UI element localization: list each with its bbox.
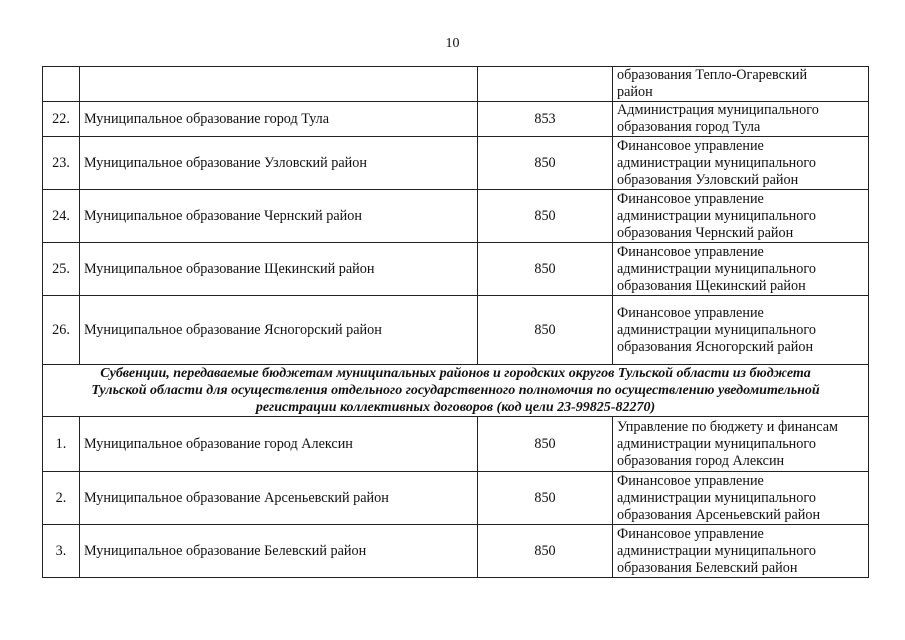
- administrator-org-line: Управление по бюджету и финансам: [617, 418, 838, 435]
- row-number: 23.: [43, 137, 80, 190]
- budget-code: 850: [478, 243, 613, 296]
- administrator-org-line: образования город Тула: [617, 119, 761, 135]
- budget-code: 850: [478, 296, 613, 365]
- row-number: 26.: [43, 296, 80, 365]
- administrator-org: [613, 190, 869, 243]
- municipality-name: [80, 67, 478, 102]
- administrator-org-line: образования Ясногорский район: [617, 338, 814, 355]
- administrator-org-line: район: [617, 84, 653, 100]
- administrator-org-line: образования Тепло-Огаревский: [617, 67, 808, 83]
- row-number: [43, 67, 80, 102]
- municipality-name: Муниципальное образование город Тула: [80, 102, 478, 137]
- municipality-name: Муниципальное образование Чернский район: [80, 190, 478, 243]
- table-row: [43, 417, 869, 472]
- administrator-org-line: администрации муниципального: [617, 154, 816, 171]
- administrator-org-line: образования Арсеньевский район: [617, 506, 821, 523]
- table-row: [43, 102, 869, 137]
- administrator-org-line: администрации муниципального: [617, 260, 816, 277]
- administrator-org: [613, 296, 869, 365]
- administrator-org-line: образования город Алексин: [617, 452, 785, 469]
- administrator-org-line: администрации муниципального: [617, 435, 816, 452]
- administrator-org-line: Администрация муниципального: [617, 102, 819, 118]
- administrator-org-line: Финансовое управление: [617, 472, 764, 489]
- administrator-org: [613, 102, 869, 137]
- administrator-org-line: образования Узловский район: [617, 171, 799, 188]
- administrator-org-line: образования Белевский район: [617, 559, 798, 576]
- administrator-org-line: администрации муниципального: [617, 489, 816, 506]
- table-row: [43, 67, 869, 102]
- row-number: 2.: [43, 472, 80, 525]
- administrator-org-line: администрации муниципального: [617, 321, 816, 338]
- table-row: [43, 190, 869, 243]
- row-number: 22.: [43, 102, 80, 137]
- administrator-org-line: Финансовое управление: [617, 304, 764, 321]
- administrator-org-line: Финансовое управление: [617, 137, 764, 154]
- municipality-name: Муниципальное образование Ясногорский район: [80, 296, 478, 365]
- administrator-org-line: администрации муниципального: [617, 542, 816, 559]
- administrator-org-line: образования Чернский район: [617, 224, 794, 241]
- budget-code: 850: [478, 190, 613, 243]
- administrator-org-line: образования Щекинский район: [617, 277, 806, 294]
- section-heading-line: Тульской области для осуществления отдельного государственного полномочия по осуществлению уведомительной: [91, 383, 820, 398]
- budget-code: 850: [478, 472, 613, 525]
- row-number: 24.: [43, 190, 80, 243]
- budget-code: [478, 67, 613, 102]
- municipality-name: Муниципальное образование город Алексин: [80, 417, 478, 472]
- administrator-org: [613, 525, 869, 578]
- section-heading: [43, 365, 869, 417]
- budget-code: 850: [478, 417, 613, 472]
- table-row: [43, 296, 869, 365]
- page-number: 10: [445, 36, 460, 51]
- section-heading-line: Субвенции, передаваемые бюджетам муниципальных районов и городских округов Тульской области из бюджета: [100, 366, 811, 381]
- administrator-org-line: Финансовое управление: [617, 525, 764, 542]
- budget-code: 850: [478, 525, 613, 578]
- administrator-org: [613, 67, 869, 102]
- row-number: 1.: [43, 417, 80, 472]
- administrator-org-line: администрации муниципального: [617, 207, 816, 224]
- municipality-name: Муниципальное образование Щекинский район: [80, 243, 478, 296]
- section-heading-line: регистрации коллективных договоров (код цели 23-99825-82270): [255, 400, 656, 415]
- row-number: 25.: [43, 243, 80, 296]
- municipality-name: Муниципальное образование Узловский район: [80, 137, 478, 190]
- table-row: [43, 525, 869, 578]
- administrator-org: [613, 137, 869, 190]
- municipality-name: Муниципальное образование Белевский район: [80, 525, 478, 578]
- subsidy-table: [42, 66, 869, 578]
- administrator-org: [613, 417, 869, 472]
- table-row: [43, 472, 869, 525]
- municipality-name: Муниципальное образование Арсеньевский район: [80, 472, 478, 525]
- administrator-org: [613, 472, 869, 525]
- table-row: [43, 243, 869, 296]
- administrator-org-line: Финансовое управление: [617, 190, 764, 207]
- section-heading-row: [43, 365, 869, 417]
- budget-code: 853: [478, 102, 613, 137]
- administrator-org: [613, 243, 869, 296]
- budget-code: 850: [478, 137, 613, 190]
- administrator-org-line: Финансовое управление: [617, 243, 764, 260]
- row-number: 3.: [43, 525, 80, 578]
- table-row: [43, 137, 869, 190]
